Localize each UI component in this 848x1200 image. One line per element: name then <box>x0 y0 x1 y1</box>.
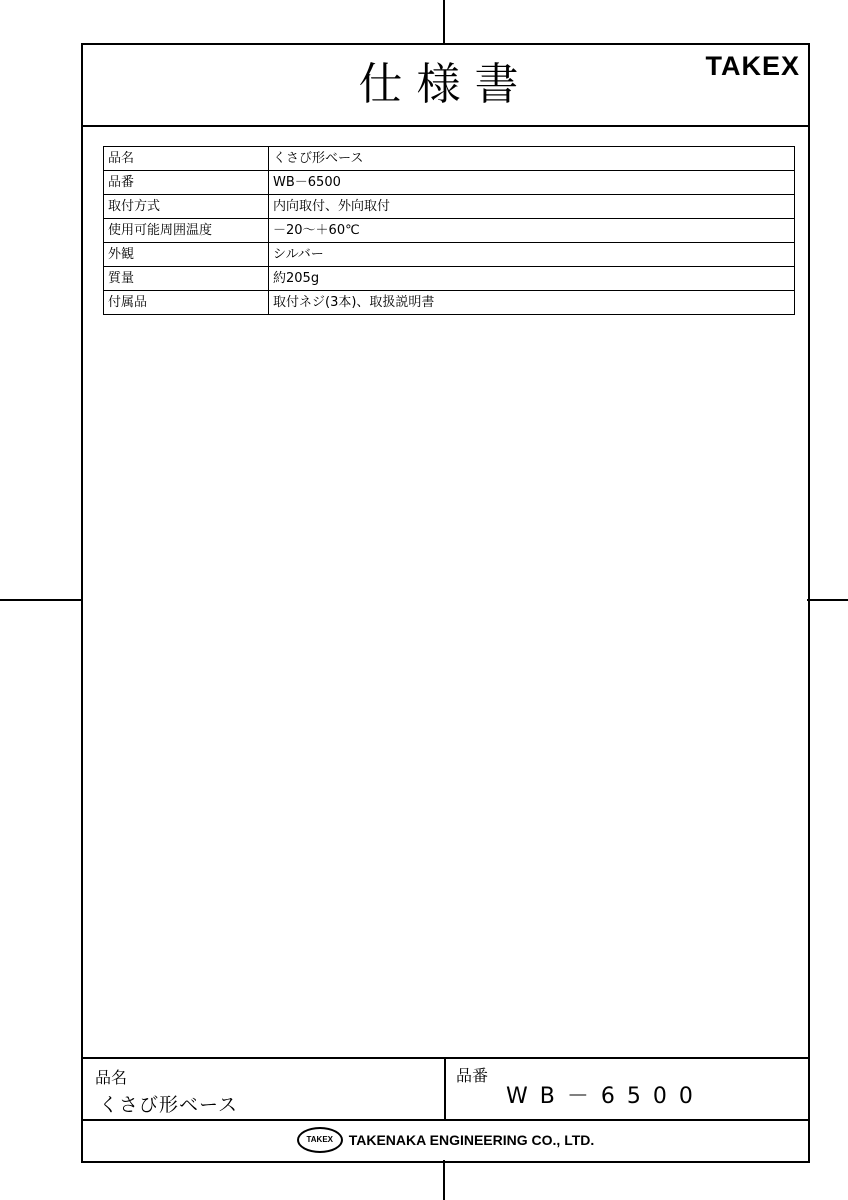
spec-label: 付属品 <box>104 291 269 315</box>
spec-sheet-frame <box>81 43 810 1163</box>
table-row <box>104 147 795 171</box>
company-block <box>83 1119 808 1161</box>
product-number-label: 品番 <box>456 1066 489 1085</box>
spec-label: 使用可能周囲温度 <box>104 219 269 243</box>
spec-label: 質量 <box>104 267 269 291</box>
crop-mark-right <box>807 599 848 601</box>
spec-value: 取付ネジ(3本)、取扱説明書 <box>269 291 795 315</box>
title-block-name-cell <box>83 1059 446 1119</box>
spec-value: シルバー <box>269 243 795 267</box>
table-row <box>104 171 795 195</box>
spec-value: 約205g <box>269 267 795 291</box>
crop-mark-bottom <box>443 1160 445 1200</box>
spec-value: 内向取付、外向取付 <box>269 195 795 219</box>
crop-mark-top <box>443 0 445 44</box>
document-title: 仕様書 <box>358 59 533 110</box>
spec-label: 外観 <box>104 243 269 267</box>
spec-table <box>103 146 795 315</box>
table-row <box>104 219 795 243</box>
company-logo: TAKEX <box>297 1127 343 1153</box>
spec-value: WB－6500 <box>269 171 795 195</box>
brand-logo: TAKEX <box>705 51 800 81</box>
company-name: TAKENAKA ENGINEERING CO., LTD. <box>348 1132 595 1148</box>
table-row <box>104 195 795 219</box>
crop-mark-left <box>0 599 82 601</box>
product-name-value: くさび形ベース <box>99 1094 239 1116</box>
spec-value: くさび形ベース <box>269 147 795 171</box>
header <box>83 45 808 127</box>
title-block <box>83 1057 808 1121</box>
spec-label: 品名 <box>104 147 269 171</box>
product-name-label: 品名 <box>95 1068 128 1087</box>
table-row <box>104 291 795 315</box>
spec-value: －20～＋60℃ <box>269 219 795 243</box>
title-block-number-cell <box>446 1059 808 1119</box>
table-row <box>104 267 795 291</box>
product-number-value: WB－6500 <box>506 1084 705 1109</box>
table-row <box>104 243 795 267</box>
spec-label: 品番 <box>104 171 269 195</box>
spec-label: 取付方式 <box>104 195 269 219</box>
